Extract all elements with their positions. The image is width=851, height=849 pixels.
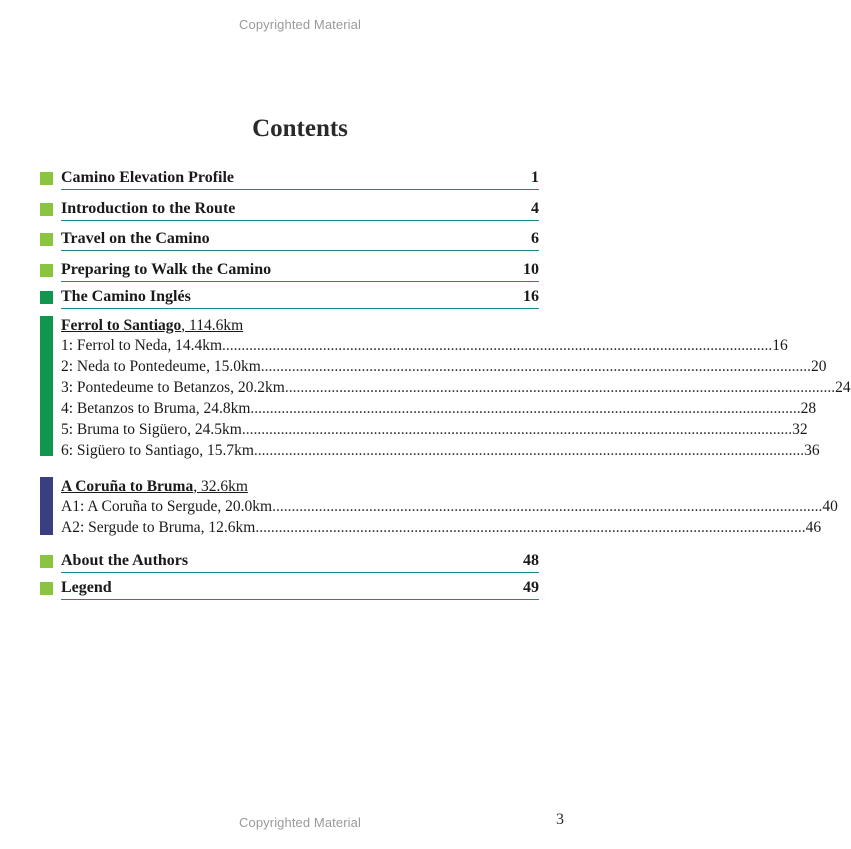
toc-entry-page: 16 [523, 288, 539, 305]
watermark-bottom: Copyrighted Material [239, 815, 361, 830]
stage-page: 28 [800, 400, 817, 417]
stage-row[interactable] [61, 398, 817, 419]
stage-label: A1: A Coruña to Sergude, 20.0km [61, 498, 273, 515]
toc-entry-legend[interactable] [40, 578, 539, 600]
toc-entry-page: 6 [531, 230, 539, 247]
toc-entry-page: 1 [531, 169, 539, 186]
stage-row[interactable] [61, 335, 788, 356]
section-distance: , 32.6km [193, 478, 248, 495]
bullet-square-icon [40, 172, 53, 185]
toc-entry-about-authors[interactable] [40, 551, 539, 573]
toc-entry-travel[interactable] [40, 229, 539, 251]
leader-dots: .............................................................................................................................................. [253, 442, 805, 459]
toc-entry-rule [61, 281, 539, 282]
stage-label: 2: Neda to Pontedeume, 15.0km [61, 358, 261, 375]
section-ferrol-to-santiago [40, 316, 851, 459]
toc-entry-introduction[interactable] [40, 199, 539, 221]
leader-dots: .............................................................................................................................................. [255, 519, 806, 536]
leader-dots: .............................................................................................................................................. [272, 498, 823, 515]
toc-entry-page: 49 [523, 579, 539, 596]
toc-entry-page: 10 [523, 261, 539, 278]
leader-dots: .............................................................................................................................................. [284, 379, 836, 396]
stage-page: 46 [805, 519, 822, 536]
toc-entry-elevation-profile[interactable] [40, 168, 539, 190]
stage-row[interactable] [61, 356, 827, 377]
bullet-square-icon [40, 291, 53, 304]
leader-dots: .............................................................................................................................................. [260, 358, 811, 375]
section-route: Ferrol to Santiago [61, 317, 182, 334]
stage-page: 24 [835, 379, 851, 396]
bullet-square-icon [40, 582, 53, 595]
toc-entry-page: 4 [531, 200, 539, 217]
toc-entry-preparing[interactable] [40, 260, 539, 282]
section-distance: , 114.6km [181, 317, 244, 334]
toc-entry-label: Introduction to the Route [61, 200, 236, 217]
toc-entry-rule [61, 308, 539, 309]
section-a-coruna-to-bruma [40, 477, 838, 536]
section-bar [40, 316, 53, 456]
stage-label: 5: Bruma to Sigüero, 24.5km [61, 421, 242, 438]
section-route: A Coruña to Bruma [61, 478, 194, 495]
toc-entry-label: The Camino Inglés [61, 288, 191, 305]
stage-label: 3: Pontedeume to Betanzos, 20.2km [61, 379, 285, 396]
toc-entry-label: Legend [61, 579, 112, 596]
stage-row[interactable] [61, 496, 838, 517]
bullet-square-icon [40, 555, 53, 568]
stage-page: 36 [804, 442, 820, 459]
stage-row[interactable] [61, 377, 851, 398]
toc-entry-label: About the Authors [61, 552, 189, 569]
stage-page: 20 [811, 358, 827, 375]
page-title: Contents [252, 115, 348, 142]
stage-label: A2: Sergude to Bruma, 12.6km [61, 519, 256, 536]
section-heading[interactable] [61, 316, 539, 335]
toc-entry-rule [61, 250, 539, 251]
bullet-square-icon [40, 264, 53, 277]
watermark-top: Copyrighted Material [239, 17, 361, 32]
toc-entry-page: 48 [523, 552, 539, 569]
bullet-square-icon [40, 203, 53, 216]
toc-entry-rule [61, 572, 539, 573]
toc-entry-rule [61, 220, 539, 221]
section-bar [40, 477, 53, 535]
leader-dots: .............................................................................................................................................. [222, 337, 773, 354]
leader-dots: .............................................................................................................................................. [250, 400, 801, 417]
stage-row[interactable] [61, 419, 808, 440]
stage-page: 40 [822, 498, 838, 515]
leader-dots: .............................................................................................................................................. [241, 421, 793, 438]
toc-entry-label: Travel on the Camino [61, 230, 210, 247]
toc-entry-label: Preparing to Walk the Camino [61, 261, 272, 278]
stage-row[interactable] [61, 517, 822, 538]
toc-entry-label: Camino Elevation Profile [61, 169, 235, 186]
toc-entry-rule [61, 189, 539, 190]
stage-page: 32 [792, 421, 808, 438]
page-number: 3 [556, 811, 564, 828]
section-heading[interactable] [61, 477, 539, 496]
stage-row[interactable] [61, 440, 820, 461]
toc-entry-rule [61, 599, 539, 600]
stage-label: 4: Betanzos to Bruma, 24.8km [61, 400, 251, 417]
bullet-square-icon [40, 233, 53, 246]
stage-label: 1: Ferrol to Neda, 14.4km [61, 337, 223, 354]
toc-entry-camino-ingles[interactable] [40, 287, 539, 309]
stage-page: 16 [772, 337, 788, 354]
stage-label: 6: Sigüero to Santiago, 15.7km [61, 442, 254, 459]
